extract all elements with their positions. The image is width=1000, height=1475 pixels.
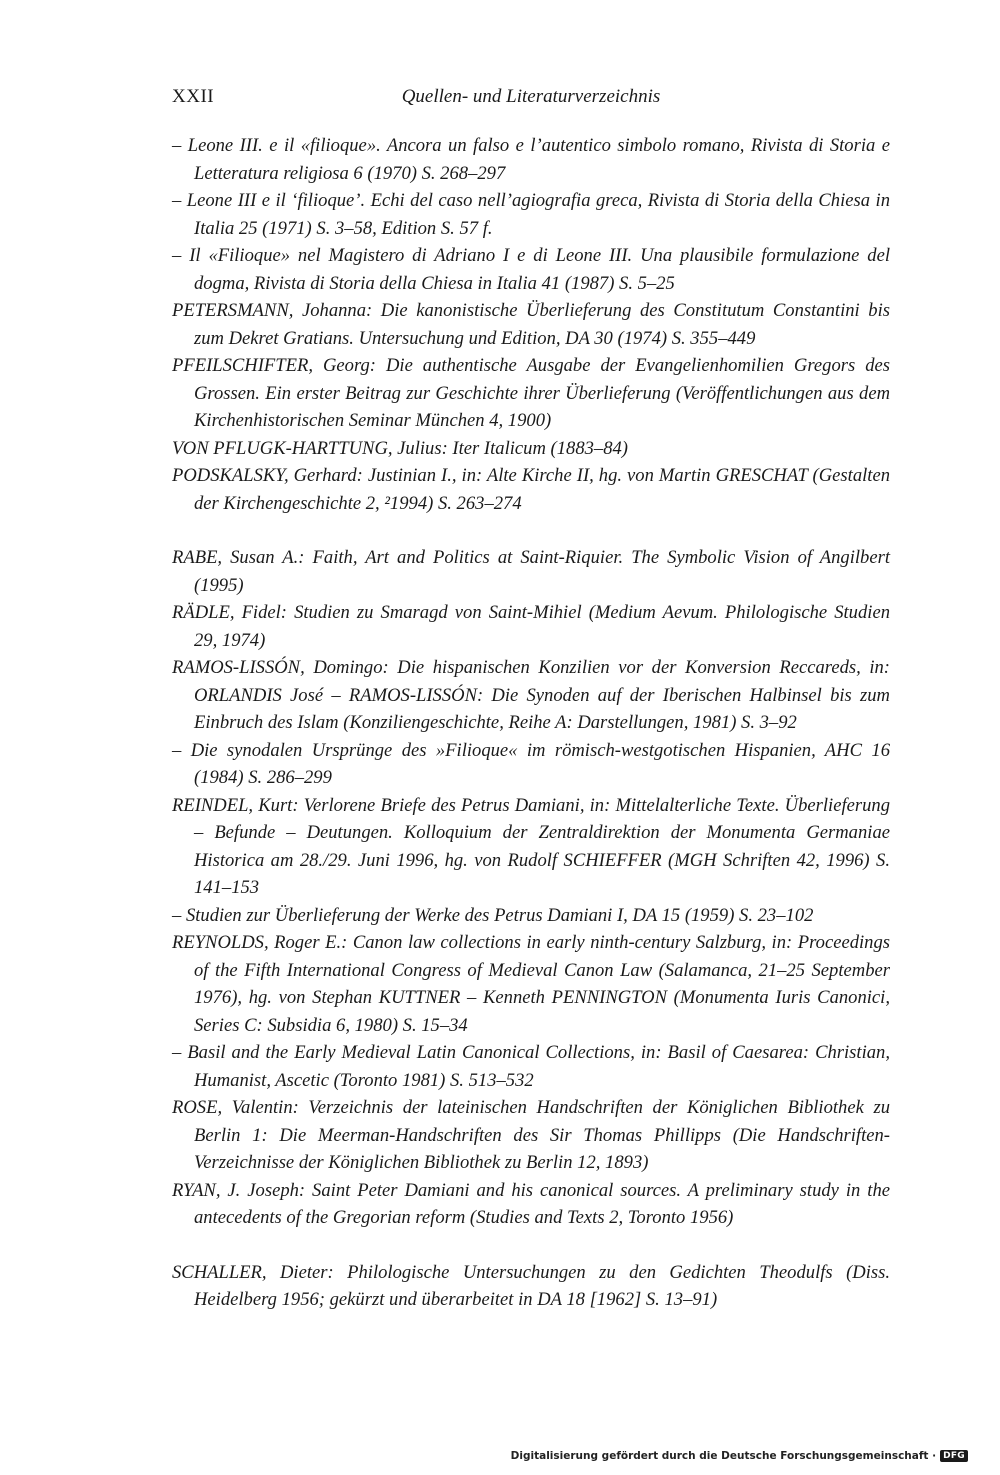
bib-entry: RYAN, J. Joseph: Saint Peter Damiani and his canonical sources. A preliminary study in the antecedents of the Gregorian reform (Studies and Texts 2, Toronto 1956) (172, 1179, 890, 1228)
bib-entry: PODSKALSKY, Gerhard: Justinian I., in: Alte Kirche II, hg. von Martin GRESCHAT (Gestalten der Kirchengeschichte 2, ²1994) S. 263–274 (172, 465, 890, 514)
bib-entry: ROSE, Valentin: Verzeichnis der lateinischen Handschriften der Königlichen Bibliothek zu Berlin 1: Die Meerman-Handschriften des Sir Thomas Phillipps (Die Handschriften-Verzeichnisse der Königlichen Bibliothek zu Berlin 12, 1893) (172, 1097, 890, 1173)
page-header (172, 86, 890, 116)
bib-entry: – Leone III. e il «filioque». Ancora un falso e l’autentico simbolo romano, Rivista di Storia e Letteratura religiosa 6 (1970) S. 268–297 (172, 135, 890, 184)
bib-entry: – Die synodalen Ursprünge des »Filioque« im römisch-westgotischen Hispanien, AHC 16 (1984) S. 286–299 (172, 739, 890, 788)
bib-entry: – Basil and the Early Medieval Latin Canonical Collections, in: Basil of Caesarea: Christian, Humanist, Ascetic (Toronto 1981) S. 513–532 (172, 1042, 890, 1091)
footer-text: Digitalisierung gefördert durch die Deutsche Forschungsgemeinschaft · (510, 1450, 937, 1462)
bib-entry: – Il «Filioque» nel Magistero di Adriano I e di Leone III. Una plausibile formulazione del dogma, Rivista di Storia della Chiesa in Italia 41 (1987) S. 5–25 (172, 245, 890, 294)
bib-entry: SCHALLER, Dieter: Philologische Untersuchungen zu den Gedichten Theodulfs (Diss. Heidelberg 1956; gekürzt und überarbeitet in DA 18 [1962] S. 13–91) (172, 1261, 890, 1310)
bib-entry: REINDEL, Kurt: Verlorene Briefe des Petrus Damiani, in: Mittelalterliche Texte. Überlieferung – Befunde – Deutungen. Kolloquium der Zentraldirektion der Monumenta Germaniae Historica am 28./29. Juni 1996, hg. von Rudolf SCHIEFFER (MGH Schriften 42, 1996) S. 141–153 (172, 794, 890, 898)
bib-entry: PFEILSCHIFTER, Georg: Die authentische Ausgabe der Evangelienhomilien Gregors des Grossen. Ein erster Beitrag zur Geschichte ihrer Überlieferung (Veröffentlichungen aus dem Kirchenhistorischen Seminar München 4, 1900) (172, 355, 890, 431)
section-gap (172, 517, 890, 544)
bib-entry: RÄDLE, Fidel: Studien zu Smaragd von Saint-Mihiel (Medium Aevum. Philologische Studien 29, 1974) (172, 602, 890, 651)
section-gap (172, 1232, 890, 1259)
dfg-logo: DFG (940, 1450, 968, 1462)
bib-entry: VON PFLUGK-HARTTUNG, Julius: Iter Italicum (1883–84) (172, 437, 628, 459)
funding-footer (511, 1450, 968, 1462)
bib-entry: PETERSMANN, Johanna: Die kanonistische Überlieferung des Constitutum Constantini bis zum Dekret Gratians. Untersuchung und Edition, DA 30 (1974) S. 355–449 (172, 300, 890, 349)
page-number: XXII (172, 86, 215, 107)
bib-entry: REYNOLDS, Roger E.: Canon law collections in early ninth-century Salzburg, in: Proceedings of the Fifth International Congress of Medieval Canon Law (Salamanca, 21–25 September 1976), hg. von Stephan KUTTNER – Kenneth PENNINGTON (Monumenta Iuris Canonici, Series C: Subsidia 6, 1980) S. 15–34 (172, 932, 890, 1036)
bib-entry: RABE, Susan A.: Faith, Art and Politics at Saint-Riquier. The Symbolic Vision of Angilbert (1995) (172, 547, 890, 596)
bib-entry: RAMOS-LISSÓN, Domingo: Die hispanischen Konzilien vor der Konversion Reccareds, in: ORLANDIS José – RAMOS-LISSÓN: Die Synoden auf der Iberischen Halbinsel bis zum Einbruch des Islam (Konziliengeschichte, Reihe A: Darstellungen, 1981) S. 3–92 (172, 657, 890, 733)
bib-entry: – Studien zur Überlieferung der Werke des Petrus Damiani I, DA 15 (1959) S. 23–102 (172, 904, 814, 926)
bib-entry: – Leone III e il ‘filioque’. Echi del caso nell’agiografia greca, Rivista di Storia della Chiesa in Italia 25 (1971) S. 3–58, Edition S. 57 f. (172, 190, 890, 239)
running-title: Quellen- und Literaturverzeichnis (401, 86, 661, 107)
bibliography-list (172, 132, 890, 1314)
